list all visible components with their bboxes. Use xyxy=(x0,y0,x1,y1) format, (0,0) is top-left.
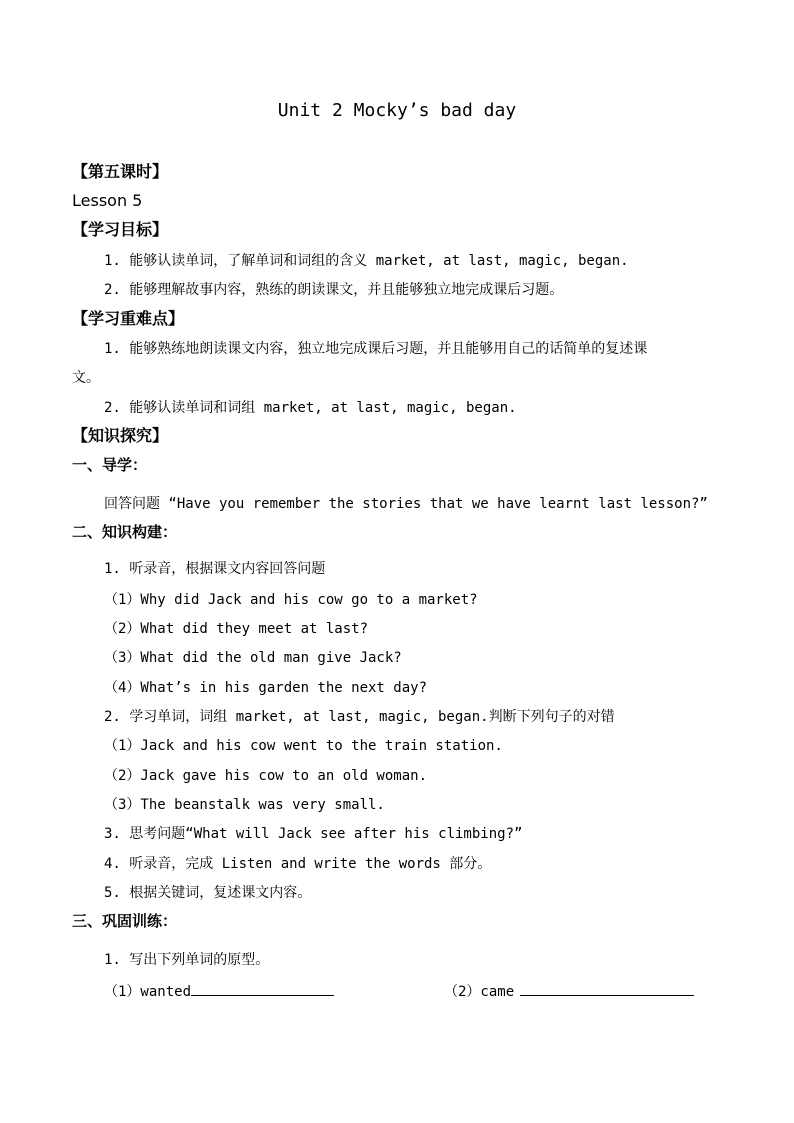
part2-heading: 二、知识构建： xyxy=(72,523,178,541)
objective-item: 1. 能够认读单词，了解单词和词组的含义 market, at last, magic, began. xyxy=(104,253,629,269)
answer-blank[interactable] xyxy=(191,983,334,996)
part1-heading: 一、导学： xyxy=(72,456,148,474)
answer-blank[interactable] xyxy=(520,983,694,996)
question-item: （1）Why did Jack and his cow go to a market? xyxy=(104,592,478,608)
page-title: Unit 2 Mocky’s bad day xyxy=(277,100,517,121)
part2-step: 2. 学习单词，词组 market, at last, magic, began.判断下列句子的对错 xyxy=(104,709,615,725)
key-point-item-continued: 文。 xyxy=(72,370,100,386)
question-item: （2）What did they meet at last? xyxy=(104,621,369,637)
part2-step: 1. 听录音，根据课文内容回答问题 xyxy=(104,561,326,577)
statement-item: （3）The beanstalk was very small. xyxy=(104,797,385,813)
statement-item: （2）Jack gave his cow to an old woman. xyxy=(104,768,428,784)
part3-heading: 三、巩固训练： xyxy=(72,912,178,930)
part2-step: 5. 根据关键词，复述课文内容。 xyxy=(104,885,312,901)
objective-item: 2. 能够理解故事内容，熟练的朗读课文，并且能够独立地完成课后习题。 xyxy=(104,282,564,298)
objectives-heading: 【学习目标】 xyxy=(72,220,169,239)
key-point-item: 1. 能够熟练地朗读课文内容，独立地完成课后习题，并且能够用自己的话简单的复述课 xyxy=(104,341,648,357)
exercise-item-label: （1）wanted xyxy=(104,984,192,1000)
statement-item: （1）Jack and his cow went to the train station. xyxy=(104,738,503,754)
exercise-item-2 xyxy=(444,983,694,999)
inquiry-heading: 【知识探究】 xyxy=(72,426,169,445)
exercise-item-1 xyxy=(104,983,334,999)
question-item: （3）What did the old man give Jack? xyxy=(104,650,402,666)
part3-step: 1. 写出下列单词的原型。 xyxy=(104,952,270,968)
key-points-heading: 【学习重难点】 xyxy=(72,309,185,328)
part2-step: 3. 思考问题“What will Jack see after his climbing?” xyxy=(104,826,523,842)
part1-question: 回答问题 “Have you remember the stories that we have learnt last lesson?” xyxy=(104,496,708,512)
lesson-label: Lesson 5 xyxy=(72,191,143,210)
exercise-item-label: （2）came xyxy=(444,984,515,1000)
key-point-item: 2. 能够认读单词和词组 market, at last, magic, began. xyxy=(104,400,517,416)
question-item: （4）What’s in his garden the next day? xyxy=(104,680,428,696)
part2-step: 4. 听录音，完成 Listen and write the words 部分。 xyxy=(104,856,492,872)
period-heading: 【第五课时】 xyxy=(72,162,169,181)
